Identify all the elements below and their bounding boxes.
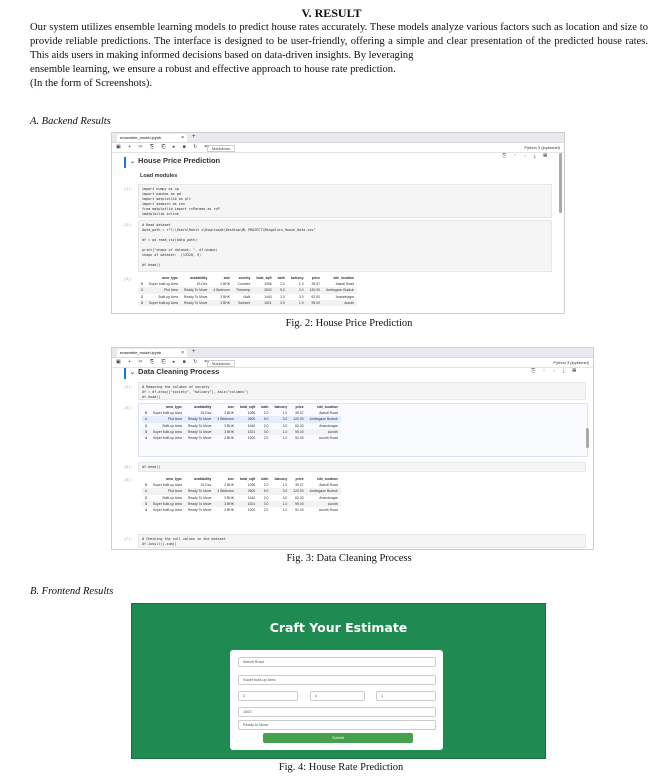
active-cell-marker (124, 157, 126, 168)
table-cell: 4 Bedroom (214, 416, 237, 422)
table-cell: 39.07 (295, 483, 304, 488)
estimate-title: Craft Your Estimate (269, 620, 408, 635)
cell-prompt: [5]: (124, 385, 133, 389)
table-row (138, 300, 357, 306)
table-cell: Anandnagar (335, 294, 355, 299)
data-table (142, 404, 341, 441)
estimate-form (230, 650, 443, 750)
table-cell: 95.00 (290, 501, 306, 507)
paragraph-last: ensemble learning, we ensure a robust and effective approach to house rate prediction. (30, 63, 396, 75)
notebook-tab[interactable] (117, 134, 187, 142)
column-header: total_sqft (256, 276, 272, 280)
code-cell-head[interactable] (138, 462, 586, 472)
table-cell: Ready To Move (181, 300, 211, 306)
code-cell-imports[interactable] (138, 184, 552, 218)
table-cell: 1 (142, 488, 150, 494)
table-cell: 4 (145, 436, 147, 441)
table-cell: 1200 (247, 436, 256, 441)
code-line: df = pd.read_csv(data_path) (142, 238, 198, 242)
cell-actions[interactable]: ⎘ ↑ ↓ ⤓ ▤ (502, 153, 550, 159)
submit-button[interactable]: Submit (263, 733, 413, 743)
table-row (142, 507, 341, 513)
table-cell: 39.07 (311, 282, 320, 287)
column-header: area_type (166, 477, 182, 481)
table-cell: 3.0 (282, 495, 288, 500)
cell-type-select[interactable]: Markdown (207, 360, 235, 367)
table-cell: 2 (145, 495, 147, 500)
notebook-toolbar (112, 143, 564, 153)
table-cell: 39.07 (295, 411, 304, 416)
column-header: availability (194, 405, 212, 409)
code-line: %matplotlib inline (142, 212, 179, 216)
table-cell: Anandnagar (319, 423, 338, 428)
heading-text: Data Cleaning Process (138, 367, 220, 376)
table-cell: 2600 (253, 287, 274, 293)
code-line: df.head() (142, 263, 161, 267)
table-cell: 1 (138, 287, 146, 293)
column-header: site_location (317, 405, 338, 409)
cell-prompt: [5]: (124, 406, 133, 410)
browser-tabbar (112, 133, 564, 143)
new-tab-icon[interactable]: + (192, 134, 196, 140)
table-cell: 1.0 (282, 483, 288, 488)
scrollbar[interactable] (586, 428, 589, 448)
table-cell: 2.0 (263, 411, 269, 416)
cell-prompt: [6]: (124, 478, 133, 482)
table-cell: 1056 (247, 411, 256, 416)
column-header: balcony (274, 405, 288, 409)
code-line: import matplotlib as plt (142, 197, 191, 201)
table-cell: Alandi Road (335, 282, 355, 287)
cell-prompt: [1]: (124, 187, 133, 191)
collapse-icon[interactable]: ⌄ (130, 159, 136, 165)
table-cell: 2.0 (280, 294, 285, 299)
table-cell: Aundh Road (318, 508, 338, 513)
table-cell: 3 (142, 429, 150, 435)
table-cell: 19-Dec (200, 483, 212, 488)
table-cell: Ready To Move (187, 495, 212, 500)
table-cell: Ready To Move (187, 508, 212, 513)
table-cell: Plot Area (150, 416, 185, 422)
table-cell: 1440 (264, 294, 272, 299)
table-cell: 2 BHK (224, 411, 235, 416)
table-cell: Built-up Area (162, 423, 182, 428)
collapse-icon[interactable]: ⌄ (130, 370, 136, 376)
cell-actions[interactable]: ⎘ ↑ ↓ ⤓ ▤ (531, 368, 579, 374)
table-cell: 5.0 (275, 287, 288, 293)
code-line: # Removing the columns of society (142, 385, 210, 389)
code-cell-drop[interactable] (138, 382, 586, 400)
table-cell: Alandi Road (319, 411, 338, 416)
sqft-input[interactable]: 1000 (238, 707, 436, 717)
table-cell: Super built-up Area (152, 436, 182, 441)
code-line: df.head() (142, 465, 161, 469)
table-cell: 1.0 (282, 508, 288, 513)
column-header: price (295, 405, 304, 409)
code-line: df.head() (142, 395, 161, 399)
column-header: area_type (162, 276, 178, 280)
table-cell: 1200 (247, 508, 256, 513)
table-cell: 1 (142, 416, 150, 422)
table-cell: 120.00 (290, 488, 306, 494)
fig2-caption: Fig. 2: House Price Prediction (285, 318, 413, 329)
fig3-caption: Fig. 3: Data Cleaning Process (286, 553, 412, 564)
table-cell: Plot Area (146, 287, 181, 293)
notebook-heading (130, 367, 219, 376)
table-cell: 2.0 (263, 508, 269, 513)
cell-prompt: [6]: (124, 465, 133, 469)
tab-title: ensemble_model.ipynb (120, 135, 162, 140)
notebook-tab[interactable] (117, 349, 187, 357)
table-cell: Super built-up Area (152, 411, 182, 416)
table-cell: Ready To Move (185, 501, 215, 507)
column-header: bath (277, 276, 285, 280)
table-cell: 2 BHK (224, 436, 235, 441)
cell-prompt: [3]: (124, 277, 133, 281)
table-cell: Aundh (323, 300, 357, 306)
table-cell: 51.00 (295, 508, 304, 513)
table-row (142, 435, 341, 441)
table-cell: 51.00 (295, 436, 304, 441)
table-cell: NaN (243, 294, 251, 299)
table-cell: Super built-up Area (150, 501, 185, 507)
table-cell: 3 (138, 300, 146, 306)
close-icon[interactable]: × (181, 350, 184, 356)
browser-tabbar (112, 348, 593, 358)
table-cell: Theanmp (233, 287, 253, 293)
table-cell: Ready To Move (187, 423, 212, 428)
table-cell: Super built-up Area (150, 429, 185, 435)
table-cell: 2 BHK (224, 508, 235, 513)
column-header: size (223, 276, 231, 280)
active-cell-marker (124, 368, 126, 379)
column-header: society (238, 276, 251, 280)
code-line: from matplotlib import rcParams as rcP (142, 207, 220, 211)
close-icon[interactable]: × (181, 135, 184, 141)
table-cell: 1.0 (282, 411, 288, 416)
table-cell: Soiewre (233, 300, 253, 306)
table-cell: 2 BHK (224, 483, 235, 488)
table-cell: Ambegaon Budruk (323, 287, 357, 293)
code-line: df.isnull().sum() (142, 542, 177, 546)
table-cell: 2600 (237, 416, 258, 422)
data-table (138, 275, 357, 306)
notebook-subheading: Load modules (140, 173, 178, 179)
section-title: V. RESULT (301, 6, 362, 20)
column-header: balcony (274, 477, 288, 481)
table-cell: 3.0 (288, 287, 307, 293)
table-cell: 0 (145, 483, 147, 488)
table-cell: 3 BHK (224, 495, 235, 500)
table-cell: 1.0 (288, 300, 307, 306)
table-cell: Aundh (307, 501, 341, 507)
column-header: availability (190, 276, 208, 280)
table-cell: Ready To Move (183, 294, 208, 299)
table-cell: 3 BHK (210, 300, 233, 306)
table-cell: 120.00 (290, 416, 306, 422)
table-cell: 5.0 (258, 488, 271, 494)
table-cell: Ready To Move (181, 287, 211, 293)
cell-prompt: [2]: (124, 223, 133, 227)
result-paragraph (30, 21, 648, 91)
column-header: balcony (290, 276, 304, 280)
code-line: shape of dataset: (13320, 9) (142, 253, 202, 257)
balcony-input[interactable]: 1 (376, 691, 436, 701)
table-cell: 1521 (253, 300, 274, 306)
code-line: import seaborn as sns (142, 202, 185, 206)
table-cell: Super built-up Area (146, 300, 181, 306)
table-cell: Aundh (307, 429, 341, 435)
scrollbar[interactable] (559, 153, 562, 213)
column-header: bath (261, 477, 269, 481)
table-cell: 1440 (247, 423, 256, 428)
column-header: area_type (166, 405, 182, 409)
data-table (142, 476, 341, 513)
table-cell: 0 (141, 282, 143, 287)
table-cell: 3.0 (271, 488, 290, 494)
code-line: print("shape of dataset: ", df.shape) (142, 248, 218, 252)
table-cell: 3.0 (282, 423, 288, 428)
table-cell: 2.0 (263, 423, 269, 428)
column-header: size (227, 405, 235, 409)
table-cell: 0 (145, 411, 147, 416)
table-cell: 1.0 (298, 282, 304, 287)
table-cell: Ready To Move (187, 436, 212, 441)
table-cell: 1440 (247, 495, 256, 500)
table-cell: 62.00 (311, 294, 320, 299)
table-cell: 62.00 (295, 495, 304, 500)
table-cell: 95.00 (290, 429, 306, 435)
table-cell: Ready To Move (185, 429, 215, 435)
bhk-input[interactable]: 2 (238, 691, 298, 701)
table-cell: 2 (145, 423, 147, 428)
fig4-frontend (131, 603, 546, 759)
table-cell: 19-Dec (196, 282, 208, 287)
fig4-caption: Fig. 4: House Rate Prediction (278, 762, 404, 773)
column-header: price (311, 276, 320, 280)
table-cell: 2.0 (263, 436, 269, 441)
code-cell-read[interactable] (138, 220, 552, 272)
availability-select[interactable]: Ready to Move (238, 720, 436, 730)
table-cell: 3.0 (298, 294, 304, 299)
table-cell: Anandnagar (319, 495, 338, 500)
paragraph-note: (In the form of Screenshots). (30, 77, 153, 89)
table-cell: Coomee (237, 282, 251, 287)
table-cell: 3 BHK (220, 294, 231, 299)
table-cell: 62.00 (295, 423, 304, 428)
table-cell: Super built-up Area (148, 282, 178, 287)
tab-title: ensemble_model.ipynb (120, 350, 162, 355)
table-cell: 2.0 (263, 495, 269, 500)
table-cell: 2 (141, 294, 143, 299)
heading-text: House Price Prediction (138, 156, 221, 165)
table-cell: 19-Dec (200, 411, 212, 416)
area-type-select[interactable]: Super built-up Area (238, 675, 436, 685)
code-line: df = df.drop(["society", "balcony"], axis="columns") (142, 390, 249, 394)
table-cell: 1.0 (282, 436, 288, 441)
column-header: bath (261, 405, 269, 409)
table-cell: 1056 (247, 483, 256, 488)
code-cell-isnull[interactable] (138, 534, 586, 548)
table-cell: Ambegaon Budruk (307, 488, 341, 494)
table-cell: 3.0 (275, 300, 288, 306)
table-cell: 95.00 (307, 300, 323, 306)
toolbar-icons[interactable]: ▣ + ✂ ⎘ ⎗ ▸ ■ ↻ ⏭ (116, 144, 212, 150)
column-header: price (295, 477, 304, 481)
table-cell: 3 BHK (214, 501, 237, 507)
table-cell: 3.0 (271, 416, 290, 422)
table-cell: 2 BHK (220, 282, 231, 287)
notebook-heading (130, 156, 220, 165)
column-header: site_location (333, 276, 355, 280)
table-cell: Ambegaon Budruk (307, 416, 341, 422)
table-cell: Aundh Road (318, 436, 338, 441)
table-cell: Ready To Move (185, 488, 215, 494)
table-cell: 2.0 (263, 483, 269, 488)
column-header: total_sqft (240, 405, 256, 409)
table-cell: 1521 (237, 429, 258, 435)
table-cell: Super built-up Area (152, 483, 182, 488)
bath-input[interactable]: 4 (310, 691, 365, 701)
paragraph-main: Our system utilizes ensemble learning models to predict house rates accurately. These models analyze various factors such as location and size to provide reliable predictions. The interface is designed to be user-friendly, offering a simple and clear presentation of the predicted house rates. This aids users in making informed decisions based on data-driven insights. By leveraging (30, 22, 648, 61)
table-cell: Alandi Road (319, 483, 338, 488)
subsection-backend: A. Backend Results (30, 116, 111, 127)
table-cell: Super built-up Area (152, 508, 182, 513)
kernel-status: Python 3 (ipykernel) (524, 145, 560, 150)
table-cell: Plot Area (150, 488, 185, 494)
table-cell: Ready To Move (185, 416, 215, 422)
code-line: # Checking the null values in the dataset (142, 537, 226, 541)
cell-prompt: [7]: (124, 537, 133, 541)
column-header: size (227, 477, 235, 481)
table-cell: 5.0 (258, 416, 271, 422)
table-cell: 2.0 (280, 282, 285, 287)
toolbar-icons[interactable]: ▣ + ✂ ⎘ ⎗ ▸ ■ ↻ ⏭ (116, 359, 212, 365)
table-cell: 3 BHK (214, 429, 237, 435)
column-header: total_sqft (240, 477, 256, 481)
table-cell: Built-up Area (162, 495, 182, 500)
table-cell: 2600 (237, 488, 258, 494)
table-cell: 4 Bedroom (210, 287, 233, 293)
kernel-status: Python 3 (ipykernel) (553, 360, 589, 365)
subsection-frontend: B. Frontend Results (30, 586, 114, 597)
table-cell: 4 Bedroom (214, 488, 237, 494)
code-line: import pandas as pd (142, 192, 181, 196)
table-cell: 1.0 (271, 501, 290, 507)
table-cell: 4 (145, 508, 147, 513)
table-cell: 3 BHK (224, 423, 235, 428)
new-tab-icon[interactable]: + (192, 349, 196, 355)
table-cell: 3 (142, 501, 150, 507)
cell-type-select[interactable]: Markdown (207, 145, 235, 152)
column-header: site_location (317, 477, 338, 481)
table-cell: 3.0 (258, 429, 271, 435)
table-cell: 120.00 (307, 287, 323, 293)
table-cell: 1.0 (271, 429, 290, 435)
table-cell: 3.0 (258, 501, 271, 507)
location-select[interactable]: Alandi Road (238, 657, 436, 667)
fig3-screenshot (111, 347, 594, 550)
fig2-screenshot (111, 132, 565, 314)
code-line: # Read dataset (142, 223, 171, 227)
table-cell: 1056 (264, 282, 272, 287)
table-cell: 1521 (237, 501, 258, 507)
table-cell: Built-up Area (158, 294, 178, 299)
code-line: import numpy as np (142, 187, 179, 191)
code-line: data_path = r"C:\Users\Rohit s\Downloads\Desktop\ML PROJECT\Bengaluru_House_Data.csv" (142, 228, 316, 232)
column-header: availability (194, 477, 212, 481)
